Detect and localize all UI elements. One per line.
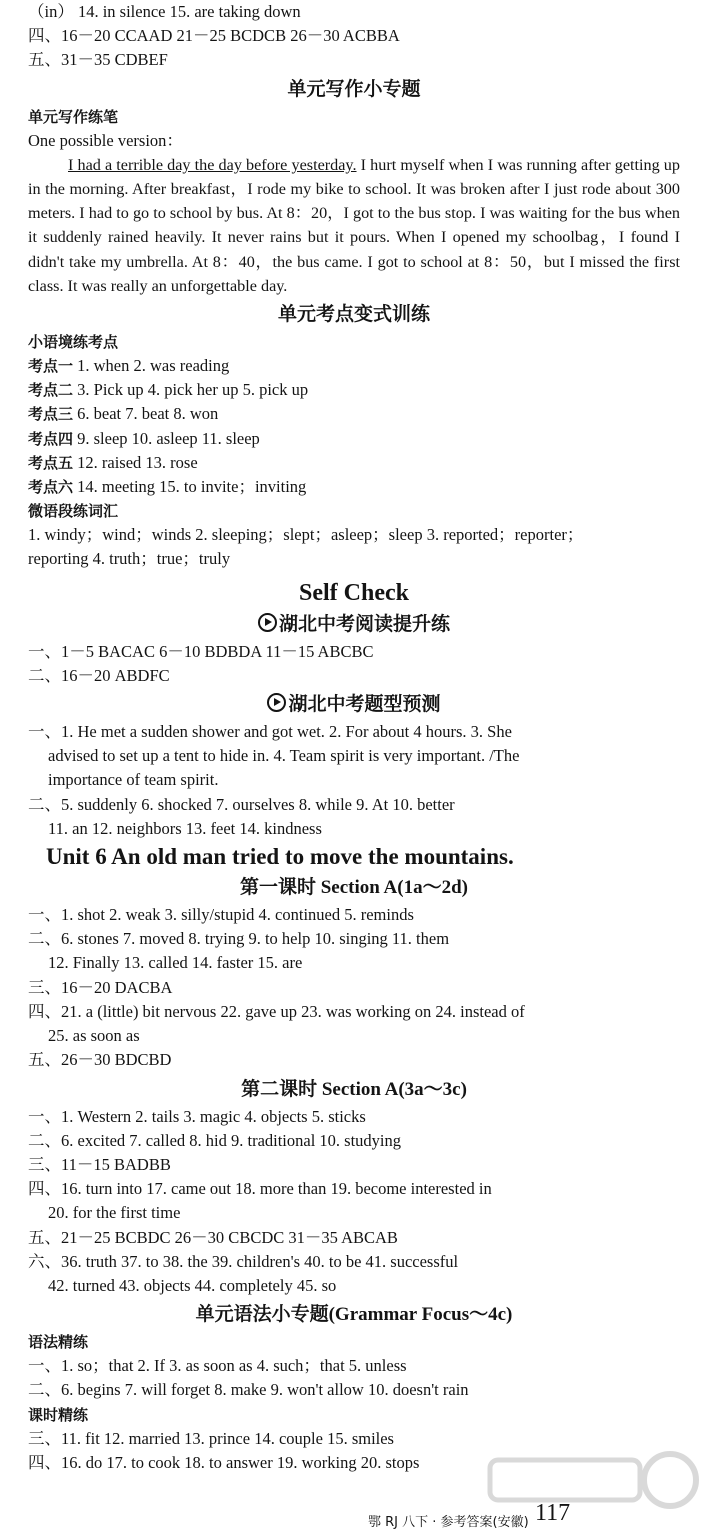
point-line: 考点三 6. beat 7. beat 8. won bbox=[28, 404, 219, 424]
grammar-label-1: 语法精练 bbox=[28, 1333, 89, 1352]
lesson1-title: 第一课时 Section A(1a～2d) bbox=[239, 877, 468, 899]
play-icon bbox=[258, 613, 277, 632]
answer-line: （in） 14. in silence 15. are taking down bbox=[28, 2, 301, 21]
unit-title: Unit 6 An old man tried to move the mountains. bbox=[46, 844, 514, 870]
answer-line: 二、6. stones 7. moved 8. trying 9. to help 10. singing 11. them bbox=[28, 929, 450, 949]
variant-label-1: 小语境练考点 bbox=[28, 333, 119, 352]
section-title-variant: 单元考点变式训练 bbox=[277, 304, 430, 326]
reading-subtitle: 湖北中考阅读提升练 bbox=[28, 610, 680, 640]
section-title-writing: 单元写作小专题 bbox=[287, 78, 421, 100]
self-check-title: Self Check bbox=[299, 579, 409, 606]
play-icon bbox=[267, 693, 286, 712]
answer-page bbox=[28, 0, 680, 1475]
grammar-title: 单元语法小专题(Grammar Focus～4c) bbox=[195, 1304, 513, 1326]
lesson2-title: 第二课时 Section A(3a～3c) bbox=[241, 1078, 467, 1100]
answer-line: 一、1－5 BACAC 6－10 BDBDA 11－15 ABCBC bbox=[28, 641, 374, 661]
answer-line: 二、6. begins 7. will forget 8. make 9. won't allow 10. doesn't rain bbox=[28, 1380, 469, 1400]
answer-line: 六、36. truth 37. to 38. the 39. children's 40. to be 41. successful bbox=[28, 1251, 459, 1271]
point-line: 考点四 9. sleep 10. asleep 11. sleep bbox=[28, 428, 260, 448]
answer-line: 一、1. He met a sudden shower and got wet. 2. For about 4 hours. 3. She bbox=[28, 722, 512, 742]
answer-line: 四、16. do 17. to cook 18. to answer 19. working 20. stops bbox=[28, 1452, 420, 1472]
answer-line: 五、21－25 BCBDC 26－30 CBCDC 31－35 ABCAB bbox=[28, 1227, 398, 1247]
writing-passage bbox=[28, 153, 680, 298]
predict-subtitle: 湖北中考题型预测 bbox=[28, 690, 680, 720]
answer-line: 20. for the first time bbox=[48, 1203, 181, 1223]
point-line: 考点二 3. Pick up 4. pick her up 5. pick up bbox=[28, 380, 309, 400]
answer-line: 四、16. turn into 17. came out 18. more than 19. become interested in bbox=[28, 1179, 492, 1199]
answer-line: importance of team spirit. bbox=[48, 770, 219, 790]
writing-intro: One possible version： bbox=[28, 130, 183, 150]
answer-line: 二、16－20 ABDFC bbox=[28, 665, 170, 685]
page-number: 117 bbox=[535, 1500, 571, 1526]
answer-line: advised to set up a tent to hide in. 4. Team spirit is very important. /The bbox=[48, 746, 520, 766]
answer-line: 42. turned 43. objects 44. completely 45. so bbox=[48, 1275, 337, 1295]
answer-line: 11. an 12. neighbors 13. feet 14. kindness bbox=[48, 818, 322, 838]
answer-line: 一、1. shot 2. weak 3. silly/stupid 4. continued 5. reminds bbox=[28, 905, 414, 925]
answer-line: 三、16－20 DACBA bbox=[28, 977, 173, 997]
answer-line: 五、26－30 BDCBD bbox=[28, 1050, 172, 1070]
grammar-label-2: 课时精练 bbox=[28, 1405, 89, 1424]
variant-label-2: 微语段练词汇 bbox=[28, 502, 119, 521]
answer-line: 二、5. suddenly 6. shocked 7. ourselves 8. while 9. At 10. better bbox=[28, 794, 455, 814]
answer-line: 一、1. so；that 2. If 3. as soon as 4. such；that 5. unless bbox=[28, 1356, 407, 1376]
writing-label: 单元写作练笔 bbox=[28, 107, 119, 126]
answer-line: 三、11. fit 12. married 13. prince 14. couple 15. smiles bbox=[28, 1428, 394, 1448]
answer-line: 12. Finally 13. called 14. faster 15. are bbox=[48, 953, 303, 973]
answer-line: 一、1. Western 2. tails 3. magic 4. objects 5. sticks bbox=[28, 1106, 366, 1126]
passage-text: I hurt myself when I was running after getting up in the morning. After breakfast，I rode my bike to school. It was broken after I just rode about 300 meters. I had to go to school by bus. At 8：20，I got to the bus stop. I was waiting for the bus when it suddenly rained heavily. It never rains but it pours. When I opened my schoolbag，I found I didn't take my umbrella. At 8：40，the bus came. I got to school at 8：50，but I missed the first class. It was really an unforgettable day. bbox=[28, 155, 680, 295]
answer-line: 五、31－35 CDBEF bbox=[28, 50, 168, 70]
point-line: 考点一 1. when 2. was reading bbox=[28, 356, 230, 376]
underlined-topic-sentence: I had a terrible day the day before yesterday. bbox=[68, 155, 357, 174]
answer-line: 25. as soon as bbox=[48, 1026, 140, 1046]
point-line: 考点五 12. raised 13. rose bbox=[28, 452, 198, 472]
answer-line: 三、11－15 BADBB bbox=[28, 1154, 171, 1174]
answer-line: 二、6. excited 7. called 8. hid 9. traditional 10. studying bbox=[28, 1130, 402, 1150]
point-line: 考点六 14. meeting 15. to invite；inviting bbox=[28, 477, 307, 497]
answer-line: 四、21. a (little) bit nervous 22. gave up 23. was working on 24. instead of bbox=[28, 1001, 525, 1021]
vocab-line: 1. windy；wind；winds 2. sleeping；slept；asleep；sleep 3. reported；reporter； bbox=[28, 525, 584, 545]
vocab-line: reporting 4. truth；true；truly bbox=[28, 549, 231, 569]
footer-text: 鄂 RJ 八下 · 参考答案(安徽) bbox=[368, 1515, 529, 1530]
answer-line: 四、16－20 CCAAD 21－25 BCDCB 26－30 ACBBA bbox=[28, 26, 400, 46]
